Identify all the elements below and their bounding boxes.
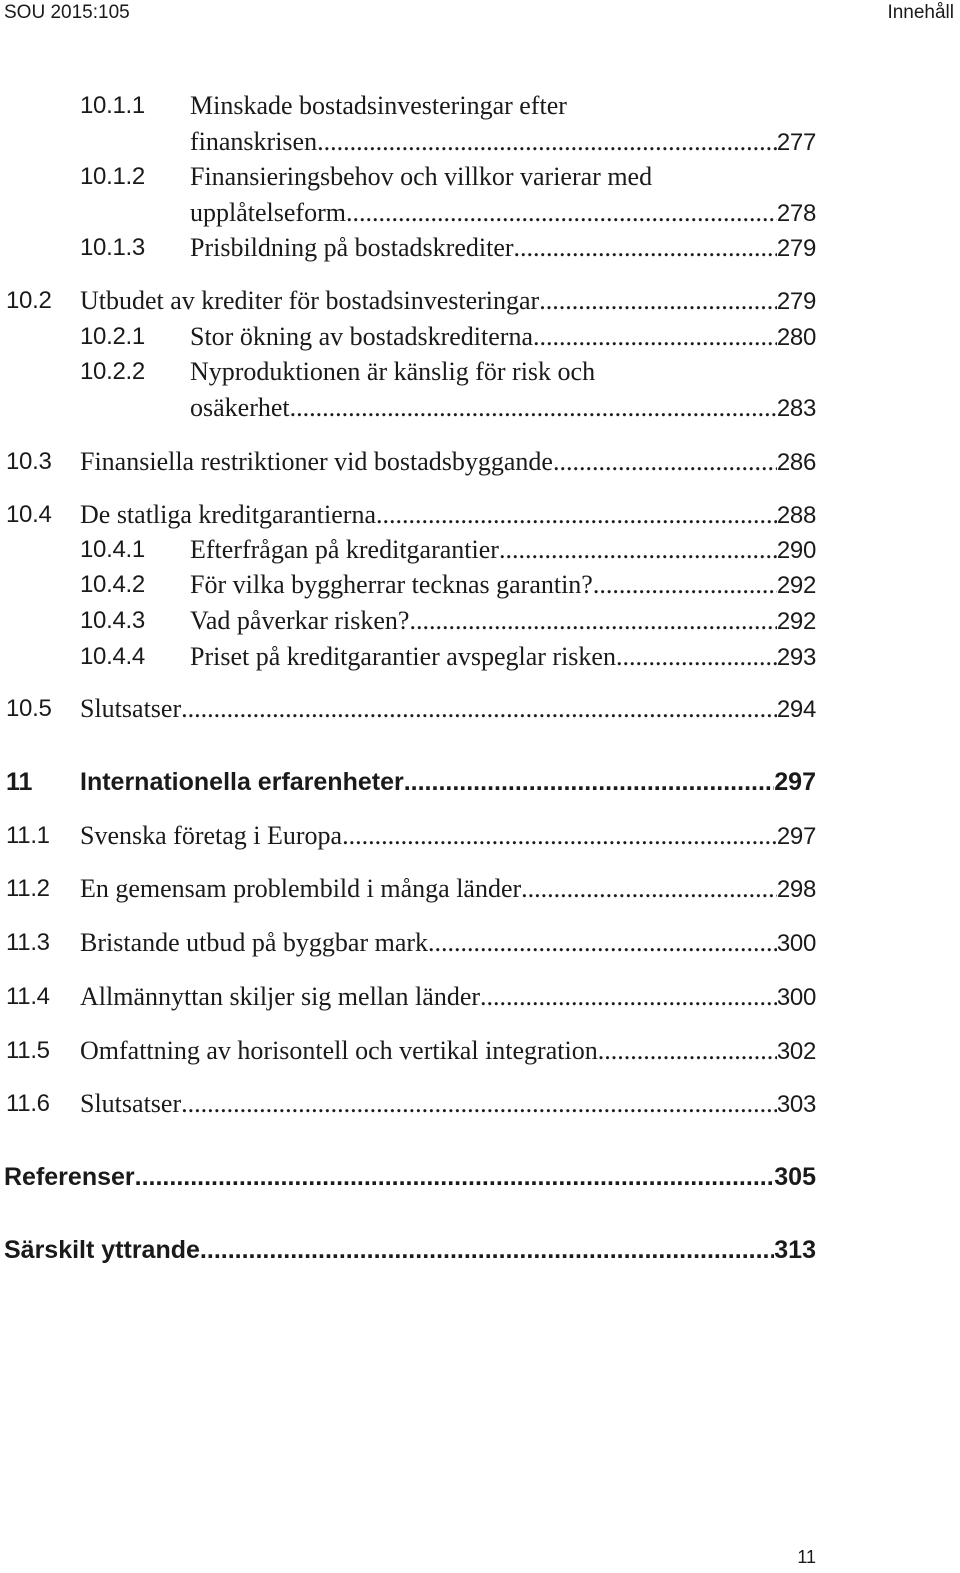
- toc-entry-page: 277: [776, 129, 816, 156]
- toc-entry-page: 280: [776, 324, 816, 351]
- toc-entry-number: 11.6: [6, 1090, 50, 1117]
- toc-entry-title: Minskade bostadsinvesteringar efter: [190, 91, 567, 120]
- toc-entry-number: 10.4.2: [80, 571, 145, 598]
- toc-entry-title: Stor ökning av bostadskrediterna: [190, 322, 533, 351]
- toc-entry-page: 283: [776, 395, 816, 422]
- toc-dot-leader: [533, 321, 777, 353]
- toc-entry-page: 278: [776, 200, 816, 227]
- toc-dot-leader: [480, 981, 777, 1013]
- toc-entry-number: 11.5: [6, 1037, 50, 1064]
- toc-entry-title: Svenska företag i Europa: [80, 821, 343, 850]
- toc-entry-page: 297: [774, 768, 816, 796]
- toc-entry-number: 11.3: [6, 929, 50, 956]
- toc-entry-number: 10.1.1: [80, 92, 145, 119]
- toc-entry-title: Internationella erfarenheter: [80, 768, 404, 796]
- toc-entry-title: Finansiella restriktioner vid bostadsbyggande: [80, 447, 553, 476]
- toc-entry-number: 10.2.2: [80, 358, 145, 385]
- toc-entry-title: Omfattning av horisontell och vertikal integration: [80, 1036, 598, 1065]
- running-header-left: SOU 2015:105: [4, 2, 130, 23]
- toc-entry-number: 10.2.1: [80, 323, 145, 350]
- toc-dot-leader: [376, 499, 777, 531]
- running-header-right: Innehåll: [887, 2, 954, 23]
- toc-entry-title: För vilka byggherrar tecknas garantin?: [190, 570, 593, 599]
- toc-dot-leader: [521, 873, 777, 905]
- toc-entry-number: 10.4.4: [80, 643, 145, 670]
- toc-entry-page: 292: [776, 608, 816, 635]
- toc-dot-leader: [404, 766, 775, 798]
- toc-entry-title: Slutsatser: [80, 1089, 182, 1118]
- toc-dot-leader: [499, 534, 777, 566]
- toc-dot-leader: [346, 197, 777, 229]
- toc-entry-page: 297: [776, 823, 816, 850]
- toc-entry-title: En gemensam problembild i många länder: [80, 874, 522, 903]
- toc-entry-page: 288: [776, 502, 816, 529]
- toc-entry-number: 10.1.3: [80, 234, 145, 261]
- toc-entry-title-continued: osäkerhet: [190, 393, 290, 422]
- toc-dot-leader: [135, 1161, 775, 1193]
- toc-dot-leader: [593, 569, 777, 601]
- toc-dot-leader: [200, 1234, 774, 1266]
- toc-entry-number: 10.5: [6, 695, 52, 722]
- toc-entry-number: 11.1: [6, 822, 50, 849]
- toc-entry-title: Slutsatser: [80, 694, 182, 723]
- toc-dot-leader: [290, 392, 777, 424]
- toc-dot-leader: [514, 232, 777, 264]
- toc-entry-number: 10.4.3: [80, 607, 145, 634]
- page-number: 11: [797, 1547, 816, 1567]
- toc-entry-page: 279: [776, 235, 816, 262]
- toc-dot-leader: [409, 605, 776, 637]
- toc-entry-page: 303: [776, 1091, 816, 1118]
- toc-entry-title: Finansieringsbehov och villkor varierar med: [190, 162, 653, 191]
- toc-entry-number: 11: [6, 768, 33, 796]
- toc-entry-page: 279: [776, 288, 816, 315]
- toc-entry-number: 10.2: [6, 287, 52, 314]
- toc-dot-leader: [616, 641, 777, 673]
- toc-entry-number: 10.1.2: [80, 163, 145, 190]
- toc-entry-page: 298: [776, 876, 816, 903]
- toc-entry-title: Bristande utbud på byggbar mark: [80, 928, 429, 957]
- toc-entry-title-continued: finanskrisen: [190, 127, 318, 156]
- toc-entry-page: 300: [776, 930, 816, 957]
- toc-dot-leader: [553, 446, 777, 478]
- toc-entry-title: Särskilt yttrande: [4, 1236, 200, 1264]
- toc-entry-page: 313: [774, 1236, 816, 1264]
- toc-entry-title: Vad påverkar risken?: [190, 606, 410, 635]
- toc-entry-page: 302: [776, 1038, 816, 1065]
- toc-dot-leader: [317, 126, 777, 158]
- toc-entry-page: 294: [776, 696, 816, 723]
- toc-entry-title: Prisbildning på bostadskrediter: [190, 233, 514, 262]
- toc-entry-title: Referenser: [4, 1163, 135, 1191]
- toc-entry-title: Nyproduktionen är känslig för risk och: [190, 357, 596, 386]
- toc-entry-title: Allmännyttan skiljer sig mellan länder: [80, 982, 481, 1011]
- toc-dot-leader: [598, 1035, 777, 1067]
- toc-entry-title: Utbudet av krediter för bostadsinvesteringar: [80, 286, 540, 315]
- toc-dot-leader: [539, 285, 777, 317]
- toc-dot-leader: [342, 820, 777, 852]
- toc-entry-title: De statliga kreditgarantierna: [80, 500, 376, 529]
- toc-entry-number: 10.4: [6, 501, 52, 528]
- toc-entry-title: Priset på kreditgarantier avspeglar risken: [190, 642, 616, 671]
- toc-entry-page: 300: [776, 984, 816, 1011]
- toc-entry-title-continued: upplåtelseform: [190, 198, 346, 227]
- toc-entry-page: 290: [776, 537, 816, 564]
- toc-entry-number: 11.4: [6, 983, 50, 1010]
- toc-dot-leader: [181, 693, 777, 725]
- toc-entry-page: 293: [776, 644, 816, 671]
- toc-entry-page: 286: [776, 449, 816, 476]
- toc-entry-number: 11.2: [6, 875, 50, 902]
- toc-entry-page: 305: [774, 1163, 816, 1191]
- toc-entry-title: Efterfrågan på kreditgarantier: [190, 535, 499, 564]
- toc-entry-page: 292: [776, 572, 816, 599]
- toc-entry-number: 10.3: [6, 448, 52, 475]
- toc-entry-number: 10.4.1: [80, 536, 145, 563]
- toc-dot-leader: [181, 1088, 777, 1120]
- toc-dot-leader: [428, 927, 777, 959]
